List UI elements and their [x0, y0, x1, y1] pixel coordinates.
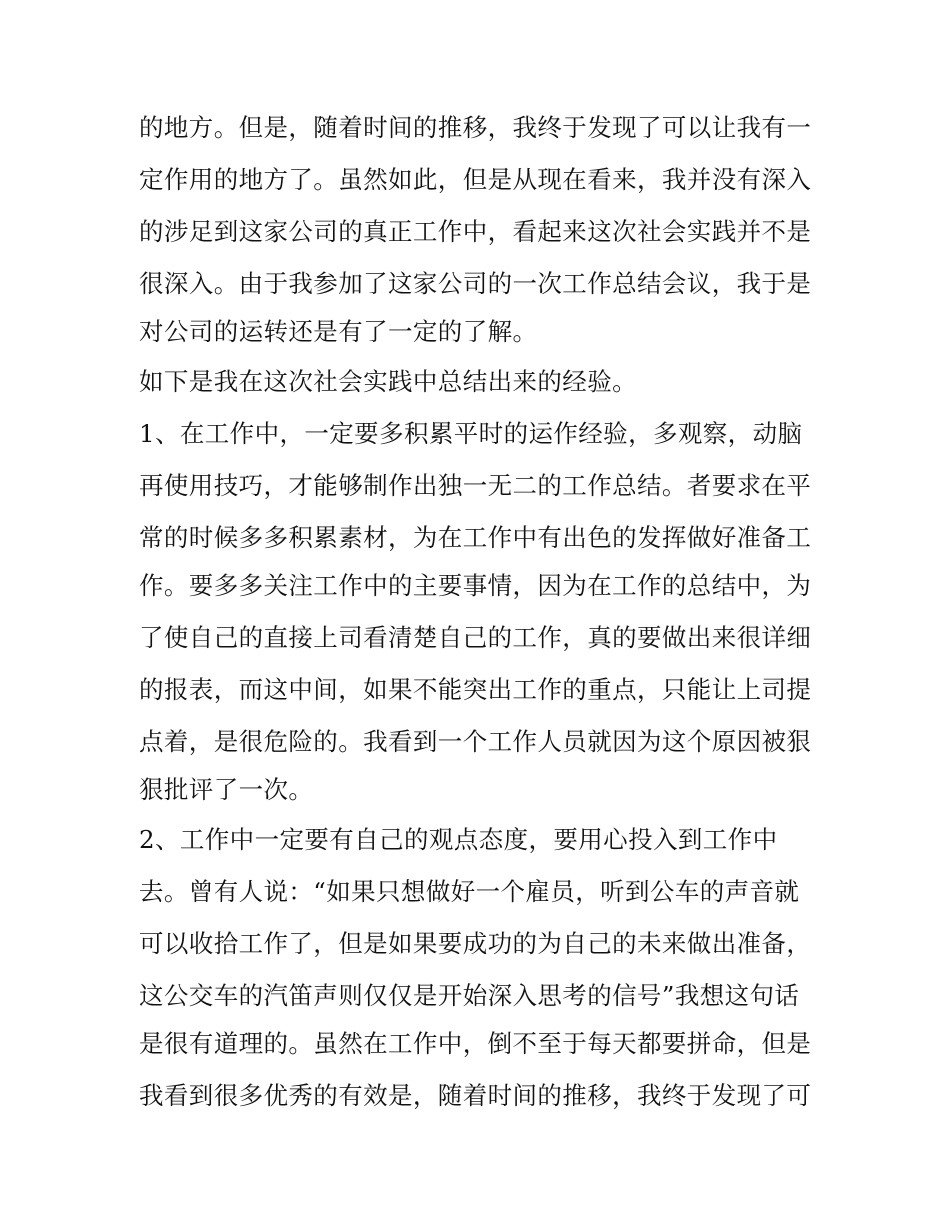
text-line: 常的时候多多积累素材，为在工作中有出色的发挥做好准备工 — [139, 523, 812, 552]
text-line: 很深入。由于我参加了这家公司的一次工作总结会议，我于是 — [139, 269, 812, 298]
text-line: 对公司的运转还是有了一定的了解。 — [139, 317, 538, 346]
text-line: 了使自己的直接上司看清楚自己的工作，真的要做出来很详细 — [139, 623, 812, 652]
text-line: 可以收拾工作了，但是如果要成功的为自己的未来做出准备， — [139, 929, 812, 958]
list-item-2-line: 2、工作中一定要有自己的观点态度，要用心投入到工作中 — [139, 825, 778, 854]
text-line: 点着，是很危险的。我看到一个工作人员就因为这个原因被狠 — [139, 727, 812, 756]
text-line: 我看到很多优秀的有效是，随着时间的推移，我终于发现了可 — [139, 1081, 812, 1110]
text-line: 的报表，而这中间，如果不能突出工作的重点，只能让上司提 — [139, 675, 812, 704]
text-line: 狠批评了一次。 — [139, 775, 314, 804]
text-line: 去。曾有人说：“如果只想做好一个雇员，听到公车的声音就 — [139, 877, 800, 906]
text-line: 的涉足到这家公司的真正工作中，看起来这次社会实践并不是 — [139, 217, 812, 246]
text-line: 再使用技巧，才能够制作出独一无二的工作总结。者要求在平 — [139, 471, 812, 500]
text-line: 作。要多多关注工作中的主要事情，因为在工作的总结中，为 — [139, 571, 812, 600]
text-line: 是很有道理的。虽然在工作中，倒不至于每天都要拼命，但是 — [139, 1029, 812, 1058]
text-line: 这公交车的汽笛声则仅仅是开始深入思考的信号”我想这句话 — [139, 981, 800, 1010]
text-line: 如下是我在这次社会实践中总结出来的经验。 — [139, 367, 637, 396]
text-line: 的地方。但是，随着时间的推移，我终于发现了可以让我有一 — [139, 113, 812, 142]
list-item-1-line: 1、在工作中，一定要多积累平时的运作经验，多观察，动脑 — [139, 419, 803, 448]
text-line: 定作用的地方了。虽然如此，但是从现在看来，我并没有深入 — [139, 165, 812, 194]
